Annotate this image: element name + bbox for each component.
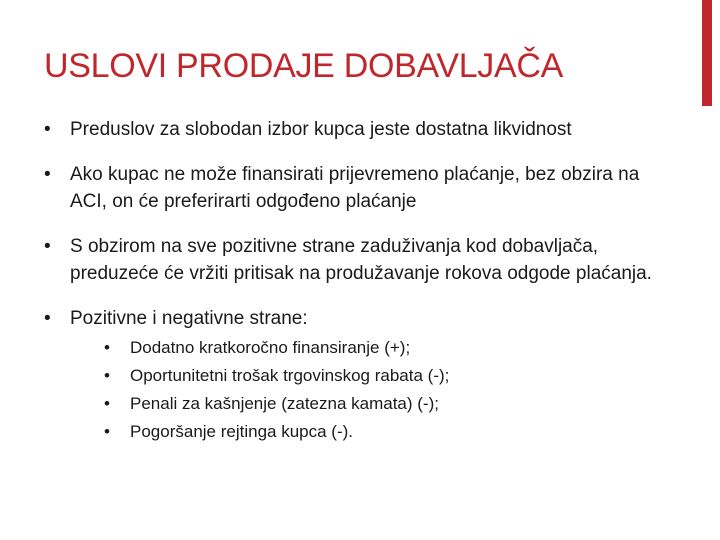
bullet-dot-icon: • — [44, 236, 51, 257]
bullet-dot-icon: • — [44, 164, 51, 185]
sub-bullet-item — [104, 362, 676, 390]
slide-title: USLOVI PRODAJE DOBAVLJAČA — [44, 47, 564, 85]
sub-bullet-text: Pogoršanje rejtinga kupca (-). — [130, 422, 354, 441]
bullet-list — [44, 116, 676, 446]
bullet-dot-icon: • — [44, 119, 51, 140]
sub-bullet-text: Oportunitetni trošak trgovinskog rabata (-); — [130, 366, 450, 385]
sub-bullet-list — [104, 334, 676, 446]
bullet-item-pressure — [44, 233, 676, 287]
bullet-item-liquidity — [44, 116, 676, 143]
sub-bullet-text: Dodatno kratkoročno finansiranje (+); — [130, 338, 411, 357]
bullet-text: Ako kupac ne može finansirati prijevremeno plaćanje, bez obzira na ACI, on će preferirarti odgođeno plaćanje — [70, 164, 640, 212]
sub-bullet-item — [104, 334, 676, 362]
sub-bullet-dot-icon: • — [104, 394, 110, 413]
sub-bullet-item — [104, 390, 676, 418]
bullet-text: Preduslov za slobodan izbor kupca jeste dostatna likvidnost — [70, 119, 572, 140]
slide-content — [44, 116, 676, 464]
bullet-item-pros-cons — [44, 305, 676, 446]
bullet-text: Pozitivne i negativne strane: — [70, 308, 308, 329]
bullet-item-deferred-payment — [44, 161, 676, 215]
sub-bullet-text: Penali za kašnjenje (zatezna kamata) (-); — [130, 394, 439, 413]
bullet-text: S obzirom na sve pozitivne strane zaduživanja kod dobavljača, preduzeće će vržiti pritisak na produžavanje rokova odgode plaćanja. — [70, 236, 652, 284]
accent-bar — [702, 0, 712, 106]
sub-bullet-item — [104, 418, 676, 446]
sub-bullet-dot-icon: • — [104, 422, 110, 441]
sub-bullet-dot-icon: • — [104, 338, 110, 357]
sub-bullet-dot-icon: • — [104, 366, 110, 385]
bullet-dot-icon: • — [44, 308, 51, 329]
